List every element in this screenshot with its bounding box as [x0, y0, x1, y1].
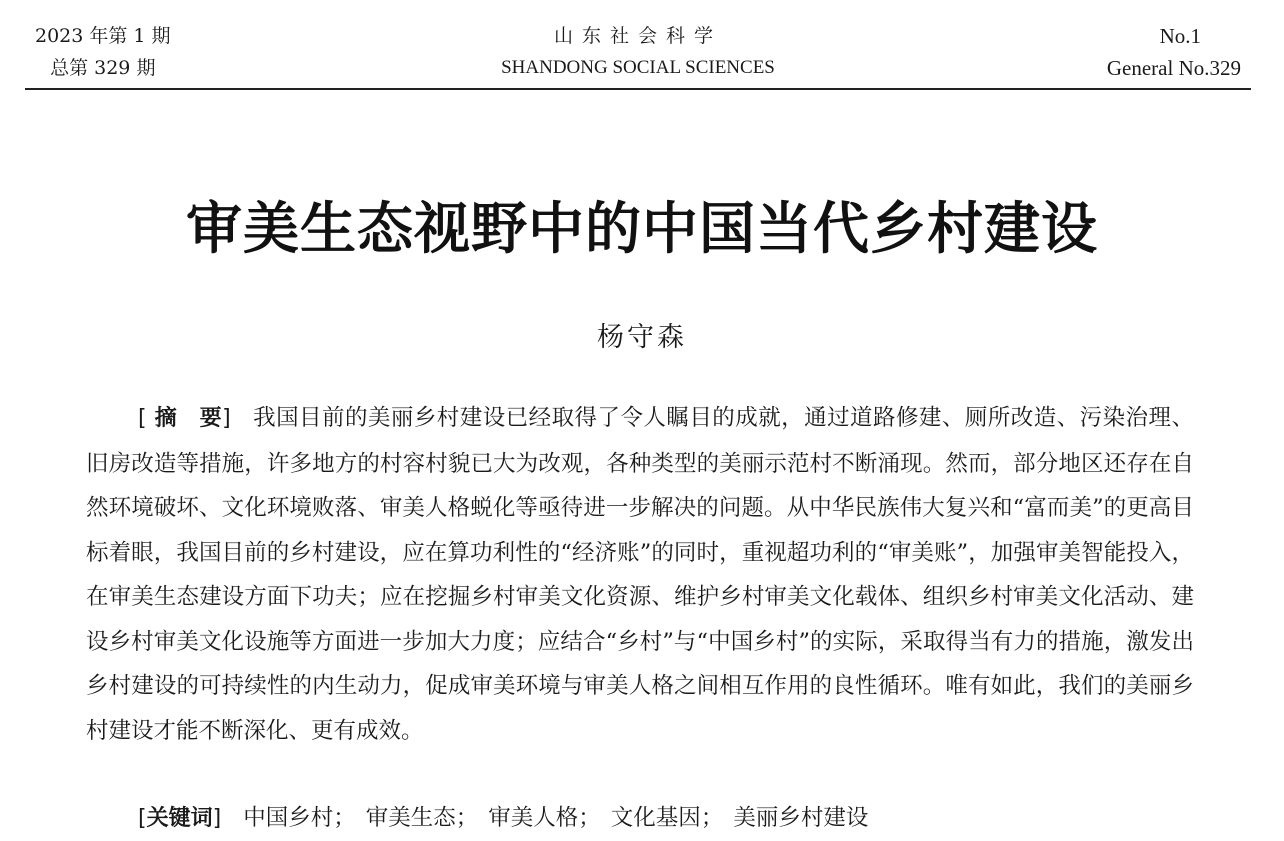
abstract-label-text: 摘 要 — [154, 406, 223, 431]
abstract-label: [ 摘 要] — [138, 406, 231, 431]
journal-header — [25, 14, 1251, 90]
keyword-separator: ； — [578, 805, 601, 831]
issue-info-english — [1107, 20, 1241, 84]
keywords — [138, 796, 868, 841]
issue-year-number: 2023 年第 1 期 — [35, 25, 171, 47]
article-author: 杨守森 — [597, 322, 687, 353]
keyword-item: 中国乡村 — [243, 805, 334, 831]
keyword-separator: ； — [700, 805, 724, 831]
abstract-text: 我国目前的美丽乡村建设已经取得了令人瞩目的成就，通过道路修建、厕所改造、污染治理、旧房改造等措施，许多地方的村容村貌已大为改观，各种类型的美丽示范村不断涌现。然而，部分地区还存在自然环境破坏、文化环境败落、审美人格蜕化等亟待进一步解决的问题。从中华民族伟大复兴和“富而美”的更高目标着眼，我国目前的乡村建设，应在算功利性的“经济账”的同时，重视超功利的“审美账”，加强审美智能投入，在审美生态建设方面下功夫；应在挖掘乡村审美文化资源、维护乡村审美文化载体、组织乡村审美文化活动、建设乡村审美文化设施等方面进一步加大力度；应结合“乡村”与“中国乡村”的实际，采取得当有力的措施，激发出乡村建设的可持续性的内生动力，促成审美环境与审美人格之间相互作用的良性循环。唯有如此，我们的美丽乡村建设才能不断深化、更有成效。 — [86, 405, 1194, 744]
keywords-label: [关键词] — [138, 806, 222, 831]
issue-number-english: No.1 — [1159, 24, 1201, 48]
journal-name — [25, 20, 1251, 84]
journal-name-chinese: 山东社会科学 — [553, 25, 722, 47]
keywords-label-text: 关键词 — [146, 806, 213, 831]
journal-name-english: SHANDONG SOCIAL SCIENCES — [501, 57, 775, 78]
keyword-separator: ； — [333, 805, 356, 831]
keyword-item: 文化基因 — [610, 805, 701, 831]
general-number-english: General No.329 — [1106, 56, 1241, 80]
issue-total-number: 总第 329 期 — [50, 57, 156, 79]
keyword-separator: ； — [455, 805, 479, 831]
abstract — [86, 396, 1194, 753]
keyword-item: 美丽乡村建设 — [733, 805, 869, 831]
keyword-item: 审美人格 — [488, 805, 579, 831]
article-title: 审美生态视野中的中国当代乡村建设 — [186, 197, 1098, 262]
keyword-item: 审美生态 — [365, 805, 456, 831]
